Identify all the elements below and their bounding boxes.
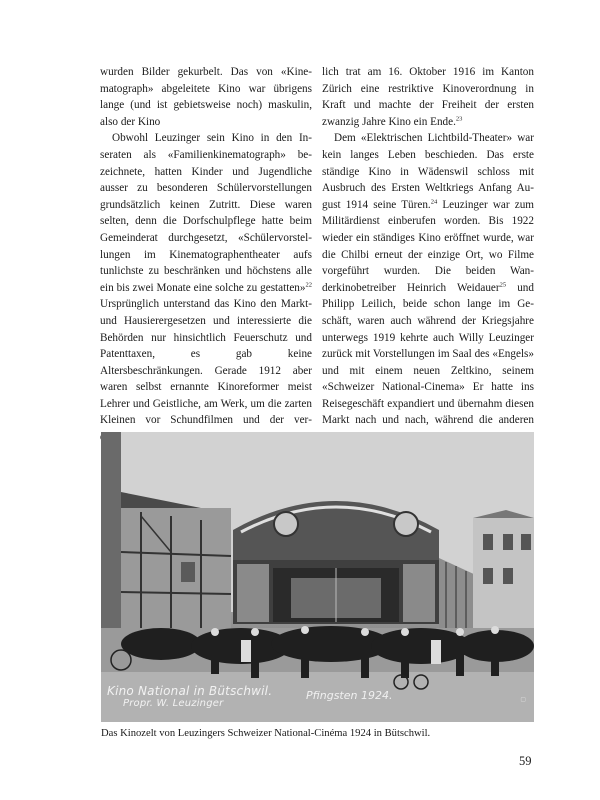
paragraph-text: Obwohl Leuzinger sein Kino in den Inseraten als «Familienkinematograph» bezeichnete, hatten Kinder und Jugendliche ausser zu besonderen Schülervorstellungen grundsätzlich keinen Zutritt. Diese waren selten, denn die Dorfschulpflege hatte beim Gemeinderat durchgesetzt, «Schülervorstellungen im Kinematographentheater aufs tunlichste zu beschränken und höchstens alle ein bis zwei Monate eine solche zu gestatten» <box>100 132 312 294</box>
paragraph-text: und Philipp Leilich, beide schon lange im Geschäft, waren auch während der Kriegsjahre unterwegs 1919 kehrte auch Willy Leuzinger zurück mit Vorstellungen im Saal des «Engels» und mit einem neuen Zeltkino, seinem «Schweizer National-Cinema» Er hatte ins Reisegeschäft expandiert und übernahm diesen Markt nach und nach, während die anderen <box>322 281 534 427</box>
photo-date-inscription: Pfingsten 1924. <box>306 689 393 702</box>
paragraph <box>322 64 534 130</box>
paragraph <box>100 64 312 130</box>
footnote-marker[interactable]: 22 <box>305 280 312 288</box>
photo-inscription <box>107 684 272 709</box>
paragraph <box>322 130 534 445</box>
inscription-line-2: Propr. W. Leuzinger <box>123 698 224 709</box>
footnote-marker[interactable]: 24 <box>430 198 438 206</box>
paragraph-text: Dem «Elektrischen Lichtbild-Theater» war kein langes Leben beschieden. Das erste ständige Kino in Wädenswil schloss mit Ausbruch des Ersten Weltkriegs Anfang August 1914 seine Türen. <box>322 132 534 211</box>
footnote-marker[interactable]: 23 <box>455 115 463 123</box>
tent-cinema-illustration <box>101 432 534 722</box>
inscription-line-1: Kino National in Bütschwil. <box>107 684 273 698</box>
paragraph-text: Leuzinger war zum Militärdienst einberufen worden. Bis 1922 wieder ein ständiges Kino eröffnet wurde, war die Chilbi erneut der einzige Ort, wo Filme vorgeführt wurden. Die beiden Wanderkinobetreiber Heinrich Weidauer <box>322 198 534 294</box>
footnote-marker[interactable]: 25 <box>499 280 507 288</box>
paragraph-text: lich trat am 16. Oktober 1916 im Kanton Zürich eine restriktive Kinoverordnung in Kraft und machte der Freiheit der ersten zwanzig Jahre Kino ein Ende. <box>322 66 534 128</box>
historic-photo <box>101 432 534 722</box>
paragraph-text: Ursprünglich unterstand das Kino den Markt- und Hausierergesetzen und interessierte die Behörden nur hinsichtlich Feuerschutz und Patenttaxen, es gab keine Altersbeschränkungen. Gerade 1912 aber waren selbst ernannte Kinoreformer meist Lehrer und Geistliche, am Werk, um die zarten Kleinen vor Schundfilmen und der ver <box>100 298 312 427</box>
paragraph-text: wurden Bilder gekurbelt. Das von «Kinematograph» abgeleitete Kino war übrigens lange (und ist gebietsweise noch) maskulin, also der Kino <box>100 66 312 128</box>
paragraph <box>100 130 312 445</box>
left-text-column <box>100 64 312 446</box>
photographer-stamp: ▢ <box>520 696 526 703</box>
page-number: 59 <box>519 754 532 768</box>
right-text-column <box>322 64 534 446</box>
photo-caption: Das Kinozelt von Leuzingers Schweizer National-Cinéma 1924 in Bütschwil. <box>101 728 431 739</box>
